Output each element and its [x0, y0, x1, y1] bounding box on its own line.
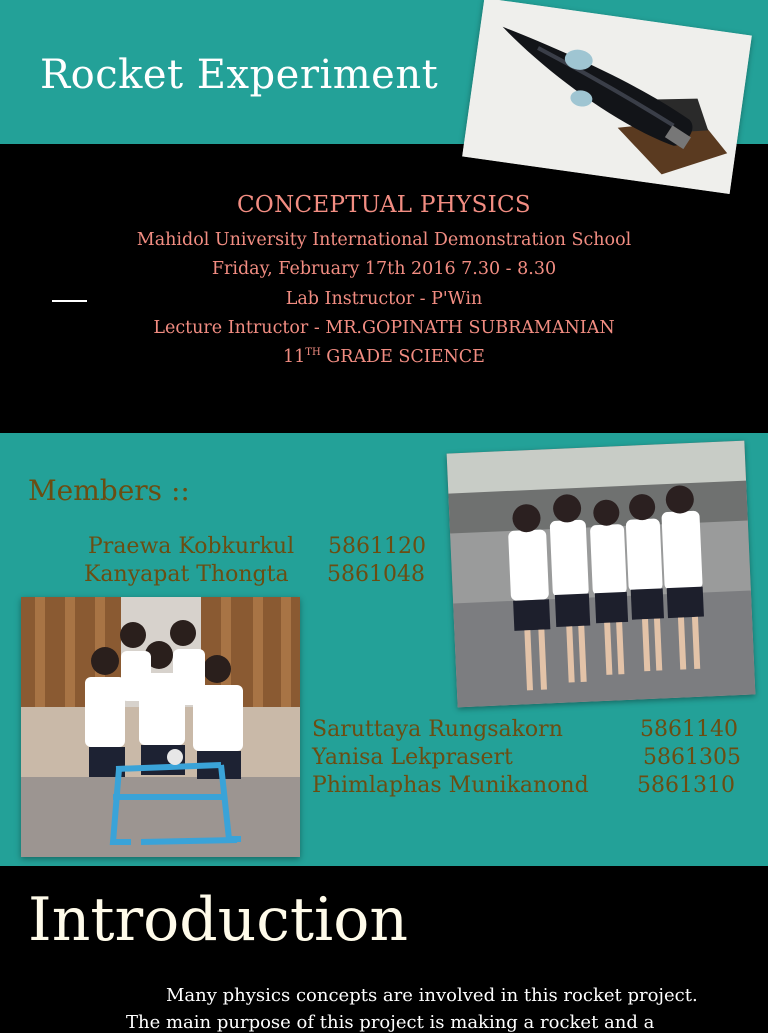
member-name: Saruttaya Rungsakorn: [312, 717, 563, 742]
grade-suffix: TH: [305, 347, 321, 359]
intro-heading: Introduction: [28, 885, 408, 955]
school-name: Mahidol University International Demonstration School: [136, 230, 632, 250]
group-photo-outdoor: [447, 441, 756, 708]
member-name: Yanisa Lekprasert: [312, 745, 513, 770]
member-id: 5861305: [643, 745, 741, 770]
course-title: CONCEPTUAL PHYSICS: [237, 192, 531, 218]
members-heading: Members ::: [28, 474, 190, 507]
member-id: 5861310: [637, 773, 735, 798]
member-name: Kanyapat Thongta: [84, 562, 289, 587]
member-name: Praewa Kobkurkul: [88, 534, 295, 559]
intro-paragraph-line: Many physics concepts are involved in this rocket project.: [166, 985, 698, 1006]
divider-dash: [52, 300, 87, 302]
lab-instructor: Lab Instructor - P'Win: [285, 289, 483, 309]
page-title: Rocket Experiment: [40, 52, 439, 98]
session-date: Friday, February 17th 2016 7.30 - 8.30: [211, 259, 557, 279]
intro-paragraph-line: The main purpose of this project is making a rocket and a: [126, 1012, 655, 1033]
grade-level: [0, 347, 768, 367]
member-name: Phimlaphas Munikanond: [312, 773, 589, 798]
member-id: 5861048: [327, 562, 425, 587]
grade-number: 11: [283, 347, 306, 367]
member-id: 5861120: [328, 534, 426, 559]
group-photo-indoor: [21, 597, 300, 857]
member-id: 5861140: [640, 717, 738, 742]
grade-text: GRADE SCIENCE: [320, 347, 485, 367]
lecture-instructor: Lecture Intructor - MR.GOPINATH SUBRAMANIAN: [153, 318, 615, 338]
